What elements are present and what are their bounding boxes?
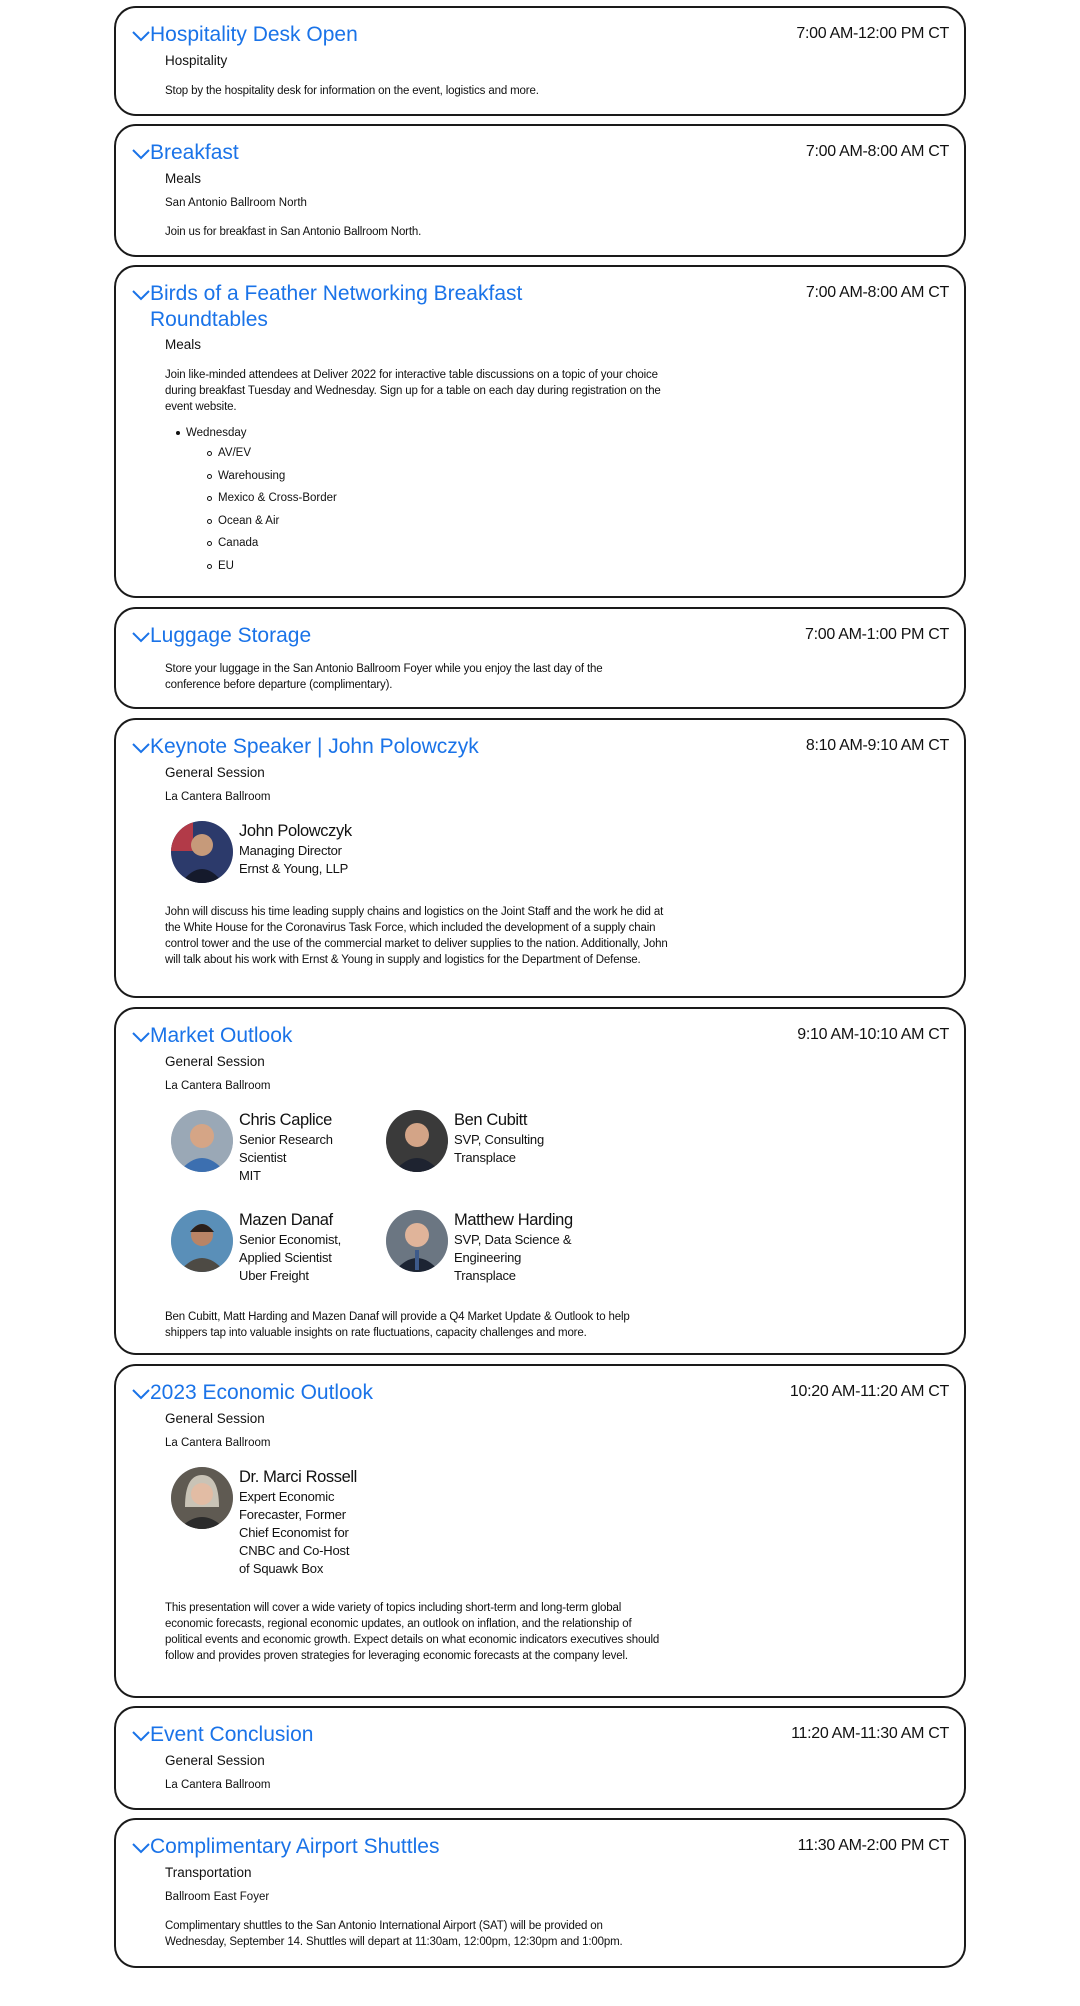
list-item: Wednesday AV/EV Warehousing Mexico & Cross-Border Ocean & Air Canada EU	[176, 424, 337, 578]
speaker-role: Expert Economic Forecaster, Former Chief Economist for CNBC and Co-Host of Squawk Box	[239, 1489, 350, 1576]
session-category: Meals	[165, 171, 202, 186]
speaker-name: Chris Caplice	[239, 1111, 332, 1129]
chevron-down-icon[interactable]	[132, 289, 150, 301]
session-description: John will discuss his time leading supply chains and logistics on the Joint Staff and the work he did at the White House for the Coronavirus Task Force, which included the development of a supply chain control tower and the use of the commercial market to deliver supplies to the nation. Additionally, John will talk about his work with Ernst & Young in supply and logistics for the Department of Defense.	[165, 906, 668, 966]
session-card	[114, 607, 966, 709]
speaker-card[interactable]	[171, 1210, 391, 1300]
list-item: Mexico & Cross-Border	[207, 487, 337, 510]
speaker-name: John Polowczyk	[239, 822, 352, 840]
session-description: Complimentary shuttles to the San Antonio International Airport (SAT) will be provided on Wednesday, September 14. Shuttles will depart at 11:30am, 12:00pm, 12:30pm and 1:00pm.	[165, 1920, 623, 1948]
speaker-name: Dr. Marci Rossell	[239, 1468, 357, 1486]
session-location: La Cantera Ballroom	[165, 791, 271, 803]
speaker-role: Senior Research Scientist MIT	[239, 1132, 333, 1183]
session-title[interactable]: Luggage Storage	[150, 624, 312, 647]
session-card	[114, 1007, 966, 1355]
chevron-down-icon[interactable]	[132, 1388, 150, 1400]
chevron-down-icon[interactable]	[132, 30, 150, 42]
session-location: La Cantera Ballroom	[165, 1080, 271, 1092]
topic-sublist	[186, 442, 337, 578]
speaker-name: Ben Cubitt	[454, 1111, 528, 1129]
session-card	[114, 1818, 966, 1968]
chevron-down-icon[interactable]	[132, 148, 150, 160]
session-description: Join us for breakfast in San Antonio Ballroom North.	[165, 226, 422, 238]
speaker-avatar	[386, 1110, 448, 1172]
speaker-card[interactable]	[386, 1110, 606, 1200]
session-category: Transportation	[165, 1865, 252, 1880]
chevron-down-icon[interactable]	[132, 1031, 150, 1043]
session-description: Store your luggage in the San Antonio Ballroom Foyer while you enjoy the last day of the conference before departure (complimentary).	[165, 663, 603, 691]
speaker-role: SVP, Consulting Transplace	[454, 1132, 544, 1165]
session-time: 7:00 AM-8:00 AM CT	[805, 284, 949, 301]
session-card	[114, 124, 966, 257]
session-card	[114, 6, 966, 116]
session-title[interactable]: Hospitality Desk Open	[150, 23, 358, 46]
session-location: La Cantera Ballroom	[165, 1779, 271, 1791]
chevron-down-icon[interactable]	[132, 631, 150, 643]
speaker-role: SVP, Data Science & Engineering Transplace	[454, 1232, 572, 1283]
session-time: 11:30 AM-2:00 PM CT	[797, 1837, 949, 1854]
session-location: San Antonio Ballroom North	[165, 197, 307, 209]
speaker-role: Managing Director Ernst & Young, LLP	[239, 843, 349, 876]
speaker-avatar	[171, 821, 233, 883]
session-card	[114, 1364, 966, 1698]
session-card	[114, 265, 966, 598]
session-category: General Session	[165, 1753, 265, 1768]
speaker-card[interactable]	[386, 1210, 606, 1300]
session-card	[114, 718, 966, 998]
session-time: 11:20 AM-11:30 AM CT	[791, 1725, 949, 1742]
session-title[interactable]: Keynote Speaker | John Polowczyk	[150, 735, 479, 758]
session-description: Ben Cubitt, Matt Harding and Mazen Danaf will provide a Q4 Market Update & Outlook to help shippers tap into valuable insights on rate fluctuations, capacity challenges and more.	[165, 1311, 630, 1339]
speaker-card[interactable]	[171, 1467, 391, 1587]
session-card	[114, 1706, 966, 1810]
session-time: 7:00 AM-8:00 AM CT	[805, 143, 949, 160]
topic-list	[176, 424, 337, 578]
speaker-card[interactable]	[171, 1110, 391, 1200]
list-item: Warehousing	[207, 465, 337, 488]
session-category: General Session	[165, 1054, 265, 1069]
session-time: 8:10 AM-9:10 AM CT	[805, 737, 949, 754]
speaker-name: Mazen Danaf	[239, 1211, 333, 1229]
session-description: Stop by the hospitality desk for information on the event, logistics and more.	[165, 85, 539, 97]
session-title[interactable]: Complimentary Airport Shuttles	[150, 1835, 440, 1858]
session-title[interactable]: Breakfast	[150, 141, 239, 164]
session-time: 10:20 AM-11:20 AM CT	[789, 1383, 949, 1400]
session-title[interactable]: Market Outlook	[150, 1024, 293, 1047]
chevron-down-icon[interactable]	[132, 1730, 150, 1742]
session-category: Hospitality	[165, 53, 228, 68]
list-item: AV/EV	[207, 442, 337, 465]
speaker-avatar	[171, 1467, 233, 1529]
session-title[interactable]: Event Conclusion	[150, 1723, 314, 1746]
list-item: EU	[207, 555, 337, 578]
list-item: Canada	[207, 532, 337, 555]
session-category: Meals	[165, 337, 202, 352]
chevron-down-icon[interactable]	[132, 1842, 150, 1854]
speaker-name: Matthew Harding	[454, 1211, 573, 1229]
session-title[interactable]: 2023 Economic Outlook	[150, 1381, 373, 1404]
speaker-avatar	[386, 1210, 448, 1272]
session-time: 9:10 AM-10:10 AM CT	[797, 1026, 949, 1043]
session-title[interactable]: Birds of a Feather Networking Breakfast Roundtables	[150, 282, 523, 331]
session-description: This presentation will cover a wide variety of topics including short-term and long-term global economic forecasts, regional economic updates, an outlook on inflation, and the relationship of political events and economic growth. Expect details on what economic indicators executives should follow and provides proven strategies for leveraging economic forecasts at the company level.	[165, 1602, 660, 1662]
session-time: 7:00 AM-12:00 PM CT	[796, 25, 949, 42]
session-time: 7:00 AM-1:00 PM CT	[805, 626, 949, 643]
session-location: Ballroom East Foyer	[165, 1891, 270, 1903]
session-description: Join like-minded attendees at Deliver 2022 for interactive table discussions on a topic of your choice during breakfast Tuesday and Wednesday. Sign up for a table on each day during registration on the event website.	[165, 369, 661, 413]
session-location: La Cantera Ballroom	[165, 1437, 271, 1449]
speaker-role: Senior Economist, Applied Scientist Uber Freight	[239, 1232, 342, 1283]
speaker-avatar	[171, 1110, 233, 1172]
session-category: General Session	[165, 765, 265, 780]
speaker-card[interactable]	[171, 821, 391, 891]
list-item: Ocean & Air	[207, 510, 337, 533]
speaker-avatar	[171, 1210, 233, 1272]
session-category: General Session	[165, 1411, 265, 1426]
chevron-down-icon[interactable]	[132, 742, 150, 754]
